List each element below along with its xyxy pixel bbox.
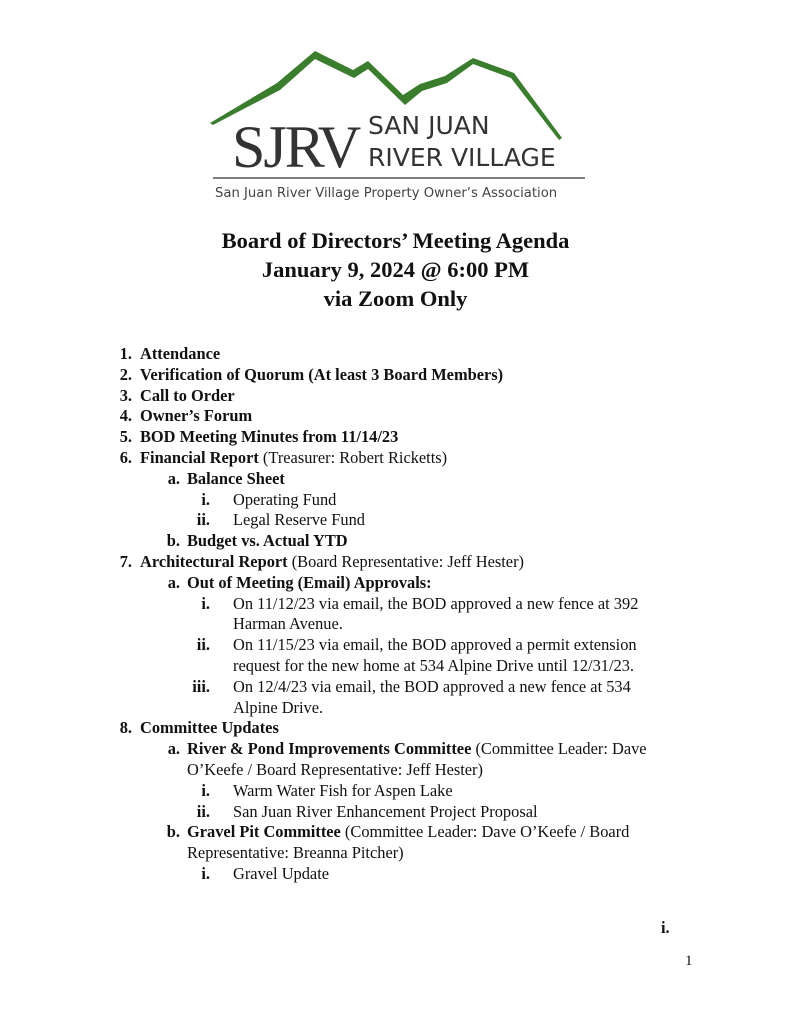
trailing-numeral: i.: [661, 918, 670, 937]
subitem-letter: b.: [166, 822, 180, 842]
subsubitem-text-line2: Harman Avenue.: [233, 614, 343, 634]
subsubitem-numeral: ii.: [196, 801, 210, 821]
subitem-note-line1: (Committee Leader: Dave: [471, 739, 647, 759]
item-number: 3.: [119, 385, 132, 405]
page-number: 1: [685, 953, 693, 969]
subsubitem-text: Warm Water Fish for Aspen Lake: [233, 780, 453, 800]
item-label: Architectural Report: [140, 552, 288, 571]
item-number: 4.: [119, 406, 132, 426]
subsubitem-text: Legal Reserve Fund: [233, 510, 365, 530]
item-label: Attendance: [140, 344, 221, 363]
subsubitem-text: Operating Fund: [233, 489, 337, 509]
item-number: 7.: [119, 552, 132, 571]
subsubitem-numeral: i.: [201, 489, 210, 509]
item-number: 8.: [119, 718, 132, 738]
logo-name-line1: SAN JUAN: [368, 111, 490, 140]
subsubitem-numeral: i.: [201, 864, 210, 883]
item-label: Call to Order: [140, 385, 235, 405]
item-label: Verification of Quorum (At least 3 Board Members): [140, 364, 504, 384]
agenda-title: Board of Directors’ Meeting Agenda: [221, 228, 570, 253]
logo-name-line2: RIVER VILLAGE: [368, 143, 556, 172]
subsubitem-numeral: ii.: [196, 635, 210, 655]
subitem-letter: a.: [167, 572, 180, 592]
logo-letters: SJRV: [232, 114, 360, 180]
subitem-note-line2: Representative: Breanna Pitcher): [187, 843, 404, 863]
item-note: (Board Representative: Jeff Hester): [287, 552, 524, 571]
subitem-note-line2: O’Keefe / Board Representative: Jeff Hester): [187, 760, 483, 779]
subitem-label: River & Pond Improvements Committee: [187, 739, 472, 759]
subitem-label: Balance Sheet: [187, 468, 285, 488]
subsubitem-text-line2: request for the new home at 534 Alpine Drive until 12/31/23.: [233, 656, 635, 675]
subsubitem-text-line1: On 11/12/23 via email, the BOD approved a new fence at 392: [233, 593, 639, 613]
subsubitem-text-line1: On 11/15/23 via email, the BOD approved a permit extension: [233, 635, 637, 655]
logo-tagline: San Juan River Village Property Owner’s Association: [215, 186, 558, 201]
subsubitem-text-line1: On 12/4/23 via email, the BOD approved a new fence at 534: [233, 676, 631, 696]
item-number: 1.: [119, 344, 132, 363]
meeting-location: via Zoom Only: [323, 286, 468, 311]
subsubitem-text: San Juan River Enhancement Project Proposal: [233, 801, 538, 821]
item-note: (Treasurer: Robert Ricketts): [258, 448, 448, 467]
subitem-label: Gravel Pit Committee: [187, 822, 341, 842]
sjrv-logo: [205, 50, 590, 202]
item-label: Financial Report: [140, 448, 259, 467]
item-number: 6.: [119, 448, 132, 467]
subitem-letter: a.: [167, 739, 180, 759]
subitem-label: Budget vs. Actual YTD: [187, 531, 348, 551]
subsubitem-numeral: ii.: [196, 510, 210, 530]
subsubitem-numeral: i.: [201, 593, 210, 613]
item-number: 5.: [119, 427, 132, 447]
subsubitem-text-line2: Alpine Drive.: [233, 697, 324, 717]
subitem-note-line1: (Committee Leader: Dave O’Keefe / Board: [340, 822, 630, 842]
subitem-letter: a.: [167, 468, 180, 488]
item-label: Owner’s Forum: [140, 406, 253, 426]
item-label: BOD Meeting Minutes from 11/14/23: [140, 427, 399, 447]
subsubitem-text: Gravel Update: [233, 864, 330, 883]
item-number: 2.: [119, 364, 132, 384]
subitem-label: Out of Meeting (Email) Approvals:: [187, 572, 432, 592]
meeting-datetime: January 9, 2024 @ 6:00 PM: [261, 257, 530, 282]
subsubitem-numeral: iii.: [192, 676, 210, 696]
item-label: Committee Updates: [140, 718, 279, 738]
subsubitem-numeral: i.: [201, 780, 210, 800]
subitem-letter: b.: [166, 531, 180, 551]
